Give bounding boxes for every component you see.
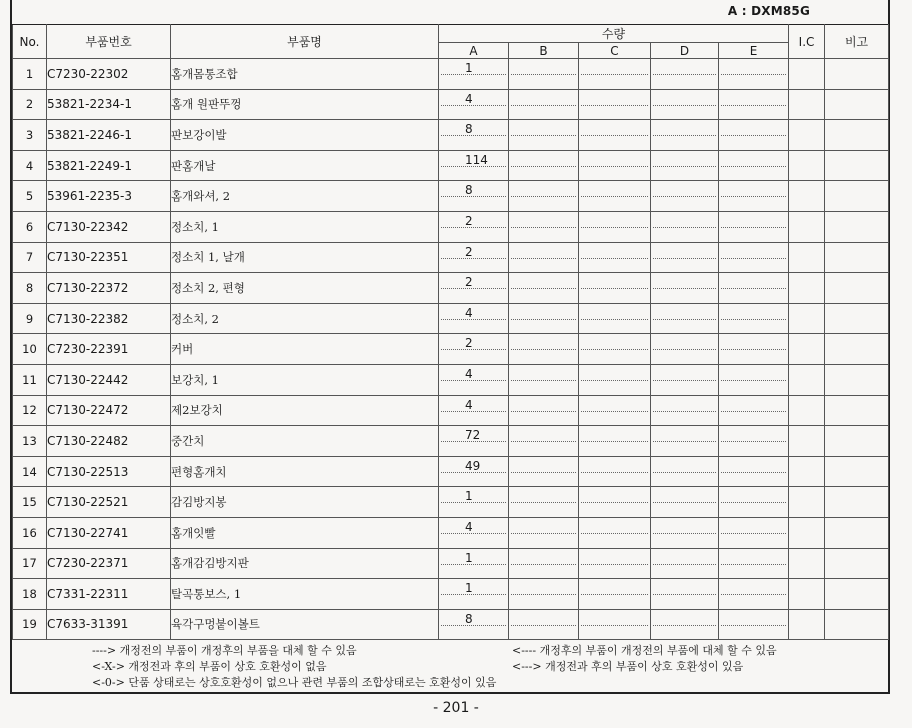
- header-quantity: 수량: [439, 25, 789, 43]
- row-qty-b: [509, 59, 579, 90]
- row-qty-d: [651, 579, 719, 610]
- row-qty-b: [509, 426, 579, 457]
- row-part-name: 편형홈개치: [171, 456, 439, 487]
- row-qty-a-value: 4: [465, 366, 473, 381]
- row-qty-d: [651, 242, 719, 273]
- table-row: [13, 211, 889, 242]
- row-qty-b: [509, 517, 579, 548]
- row-qty-c: [579, 579, 651, 610]
- row-qty-a-value: 72: [465, 428, 481, 443]
- row-qty-b: [509, 548, 579, 579]
- row-qty-b: [509, 609, 579, 640]
- table-row: [13, 89, 889, 120]
- row-qty-e: [719, 303, 789, 334]
- row-ic: [789, 120, 825, 151]
- row-qty-b: [509, 211, 579, 242]
- row-qty-a-value: 4: [465, 519, 473, 534]
- row-no: 7: [13, 242, 47, 273]
- row-ic: [789, 487, 825, 518]
- header-col-b: B: [509, 43, 579, 59]
- row-qty-e: [719, 579, 789, 610]
- row-ic: [789, 395, 825, 426]
- table-row: [13, 334, 889, 365]
- row-part-name: 홈개와셔, 2: [171, 181, 439, 212]
- row-part-name: 정소치, 2: [171, 303, 439, 334]
- row-qty-b: [509, 242, 579, 273]
- row-qty-a-value: 4: [465, 397, 473, 412]
- row-qty-d: [651, 150, 719, 181]
- row-part-number: C7230-22391: [47, 334, 171, 365]
- model-label: A : DXM85G: [727, 4, 810, 18]
- row-qty-c: [579, 273, 651, 304]
- row-ic: [789, 242, 825, 273]
- row-no: 11: [13, 364, 47, 395]
- parts-rows: [13, 59, 889, 640]
- row-part-number: C7130-22472: [47, 395, 171, 426]
- row-qty-a-value: 114: [465, 152, 488, 167]
- row-part-name: 감김방지봉: [171, 487, 439, 518]
- row-remarks: [825, 334, 889, 365]
- legend-line-1-left: ----> 개정전의 부품이 개정후의 부품을 대체 할 수 있음: [92, 644, 357, 657]
- row-remarks: [825, 548, 889, 579]
- row-part-name: 제2보강치: [171, 395, 439, 426]
- row-part-name: 홈개몸통조합: [171, 59, 439, 90]
- row-qty-a-value: 1: [465, 489, 473, 504]
- row-qty-e: [719, 211, 789, 242]
- row-qty-c: [579, 181, 651, 212]
- row-qty-a-value: 49: [465, 458, 481, 473]
- row-qty-a-value: 4: [465, 305, 473, 320]
- page-number: - 201 -: [433, 700, 479, 716]
- row-ic: [789, 211, 825, 242]
- row-part-name: 홈개 원판뚜껑: [171, 89, 439, 120]
- row-qty-a-value: 2: [465, 336, 473, 351]
- row-qty-e: [719, 395, 789, 426]
- row-no: 19: [13, 609, 47, 640]
- row-part-number: C7130-22442: [47, 364, 171, 395]
- row-qty-d: [651, 59, 719, 90]
- legend-line-3: <-0-> 단품 상태로는 상호호환성이 없으나 관련 부품의 조합상태로는 호환성이 있음: [92, 676, 497, 689]
- row-no: 5: [13, 181, 47, 212]
- table-row: [13, 303, 889, 334]
- row-qty-c: [579, 395, 651, 426]
- row-qty-d: [651, 273, 719, 304]
- row-part-number: C7130-22741: [47, 517, 171, 548]
- row-remarks: [825, 89, 889, 120]
- row-no: 3: [13, 120, 47, 151]
- row-qty-e: [719, 89, 789, 120]
- row-qty-c: [579, 456, 651, 487]
- parts-table: [12, 24, 889, 640]
- row-qty-b: [509, 456, 579, 487]
- row-part-number: 53821-2249-1: [47, 150, 171, 181]
- row-ic: [789, 456, 825, 487]
- row-part-number: C7130-22351: [47, 242, 171, 273]
- row-part-number: C7130-22521: [47, 487, 171, 518]
- row-ic: [789, 59, 825, 90]
- table-row: [13, 487, 889, 518]
- row-qty-d: [651, 609, 719, 640]
- row-ic: [789, 609, 825, 640]
- row-ic: [789, 548, 825, 579]
- row-no: 18: [13, 579, 47, 610]
- row-qty-d: [651, 517, 719, 548]
- row-no: 17: [13, 548, 47, 579]
- row-qty-e: [719, 150, 789, 181]
- header-col-c: C: [579, 43, 651, 59]
- row-qty-a-value: 8: [465, 611, 473, 626]
- row-qty-a-value: 2: [465, 244, 473, 259]
- row-part-number: C7130-22382: [47, 303, 171, 334]
- row-qty-b: [509, 120, 579, 151]
- row-ic: [789, 517, 825, 548]
- row-qty-e: [719, 609, 789, 640]
- row-no: 2: [13, 89, 47, 120]
- table-row: [13, 273, 889, 304]
- table-row: [13, 364, 889, 395]
- row-qty-a: [439, 456, 509, 487]
- row-remarks: [825, 364, 889, 395]
- row-remarks: [825, 487, 889, 518]
- legend: [12, 640, 888, 692]
- legend-line-2-right: <---> 개정전과 후의 부품이 상호 호환성이 있음: [512, 660, 744, 673]
- row-qty-b: [509, 303, 579, 334]
- row-part-name: 탈곡통보스, 1: [171, 579, 439, 610]
- row-qty-b: [509, 579, 579, 610]
- row-ic: [789, 579, 825, 610]
- row-part-number: C7230-22371: [47, 548, 171, 579]
- row-qty-a: [439, 579, 509, 610]
- row-no: 16: [13, 517, 47, 548]
- row-qty-a: [439, 242, 509, 273]
- row-qty-c: [579, 211, 651, 242]
- row-qty-d: [651, 548, 719, 579]
- row-qty-a: [439, 181, 509, 212]
- header-part-name: 부품명: [171, 25, 439, 59]
- row-qty-a: [439, 211, 509, 242]
- row-qty-d: [651, 181, 719, 212]
- row-qty-a-value: 8: [465, 122, 473, 137]
- row-qty-e: [719, 364, 789, 395]
- row-qty-c: [579, 364, 651, 395]
- row-qty-c: [579, 487, 651, 518]
- row-qty-a: [439, 364, 509, 395]
- row-qty-a-value: 1: [465, 550, 473, 565]
- row-no: 15: [13, 487, 47, 518]
- row-qty-c: [579, 303, 651, 334]
- header-ic: I.C: [789, 25, 825, 59]
- row-remarks: [825, 59, 889, 90]
- row-qty-c: [579, 334, 651, 365]
- legend-line-1-right: <---- 개정후의 부품이 개정전의 부품에 대체 할 수 있음: [512, 644, 777, 657]
- row-remarks: [825, 120, 889, 151]
- table-row: [13, 517, 889, 548]
- row-qty-a: [439, 334, 509, 365]
- header-remarks: 비고: [825, 25, 889, 59]
- row-part-name: 정소치 1, 날개: [171, 242, 439, 273]
- row-part-name: 커버: [171, 334, 439, 365]
- row-qty-c: [579, 548, 651, 579]
- row-qty-d: [651, 303, 719, 334]
- row-qty-a: [439, 59, 509, 90]
- row-remarks: [825, 609, 889, 640]
- row-part-name: 홈개감김방지판: [171, 548, 439, 579]
- header-part-number: 부품번호: [47, 25, 171, 59]
- row-remarks: [825, 181, 889, 212]
- row-qty-d: [651, 395, 719, 426]
- row-part-name: 정소치, 1: [171, 211, 439, 242]
- row-qty-b: [509, 334, 579, 365]
- row-no: 1: [13, 59, 47, 90]
- header-col-e: E: [719, 43, 789, 59]
- table-row: [13, 579, 889, 610]
- row-ic: [789, 150, 825, 181]
- table-row: [13, 242, 889, 273]
- legend-line-2-left: <-X-> 개정전과 후의 부품이 상호 호환성이 없음: [92, 660, 327, 673]
- row-no: 6: [13, 211, 47, 242]
- row-qty-a-value: 2: [465, 213, 473, 228]
- row-no: 8: [13, 273, 47, 304]
- row-qty-e: [719, 334, 789, 365]
- row-qty-e: [719, 517, 789, 548]
- row-qty-c: [579, 242, 651, 273]
- row-qty-c: [579, 517, 651, 548]
- row-qty-e: [719, 59, 789, 90]
- row-part-number: C7130-22342: [47, 211, 171, 242]
- row-part-name: 홈개잇빨: [171, 517, 439, 548]
- row-part-number: 53961-2235-3: [47, 181, 171, 212]
- row-part-number: 53821-2234-1: [47, 89, 171, 120]
- row-ic: [789, 181, 825, 212]
- row-qty-a: [439, 426, 509, 457]
- header-col-d: D: [651, 43, 719, 59]
- row-qty-d: [651, 334, 719, 365]
- row-qty-a: [439, 517, 509, 548]
- row-remarks: [825, 211, 889, 242]
- row-qty-e: [719, 242, 789, 273]
- row-part-number: C7633-31391: [47, 609, 171, 640]
- row-qty-d: [651, 211, 719, 242]
- row-part-number: C7331-22311: [47, 579, 171, 610]
- table-row: [13, 456, 889, 487]
- row-part-name: 중간치: [171, 426, 439, 457]
- row-qty-a: [439, 120, 509, 151]
- row-qty-d: [651, 456, 719, 487]
- row-qty-e: [719, 181, 789, 212]
- row-qty-e: [719, 456, 789, 487]
- row-ic: [789, 334, 825, 365]
- row-qty-c: [579, 59, 651, 90]
- table-row: [13, 426, 889, 457]
- row-qty-d: [651, 89, 719, 120]
- row-qty-a-value: 2: [465, 275, 473, 290]
- row-remarks: [825, 242, 889, 273]
- table-row: [13, 59, 889, 90]
- row-no: 13: [13, 426, 47, 457]
- table-row: [13, 120, 889, 151]
- row-qty-b: [509, 364, 579, 395]
- row-part-number: C7130-22513: [47, 456, 171, 487]
- row-ic: [789, 426, 825, 457]
- row-qty-b: [509, 150, 579, 181]
- row-no: 10: [13, 334, 47, 365]
- row-qty-c: [579, 89, 651, 120]
- table-row: [13, 548, 889, 579]
- row-qty-d: [651, 364, 719, 395]
- row-remarks: [825, 395, 889, 426]
- row-qty-a: [439, 487, 509, 518]
- row-qty-d: [651, 487, 719, 518]
- table-row: [13, 150, 889, 181]
- row-qty-a: [439, 303, 509, 334]
- row-remarks: [825, 303, 889, 334]
- row-ic: [789, 364, 825, 395]
- row-qty-a-value: 1: [465, 581, 473, 596]
- row-qty-a-value: 4: [465, 91, 473, 106]
- row-remarks: [825, 517, 889, 548]
- row-ic: [789, 273, 825, 304]
- row-part-number: C7130-22482: [47, 426, 171, 457]
- table-row: [13, 609, 889, 640]
- row-qty-b: [509, 273, 579, 304]
- row-qty-e: [719, 548, 789, 579]
- row-no: 12: [13, 395, 47, 426]
- row-qty-c: [579, 609, 651, 640]
- row-qty-b: [509, 487, 579, 518]
- row-ic: [789, 89, 825, 120]
- row-part-name: 판보강이발: [171, 120, 439, 151]
- row-qty-b: [509, 89, 579, 120]
- row-part-name: 정소치 2, 편형: [171, 273, 439, 304]
- row-part-name: 보강치, 1: [171, 364, 439, 395]
- row-part-number: 53821-2246-1: [47, 120, 171, 151]
- row-qty-e: [719, 487, 789, 518]
- row-ic: [789, 303, 825, 334]
- row-qty-a: [439, 395, 509, 426]
- row-qty-e: [719, 426, 789, 457]
- row-qty-e: [719, 273, 789, 304]
- header-col-a: A: [439, 43, 509, 59]
- row-part-number: C7130-22372: [47, 273, 171, 304]
- row-part-number: C7230-22302: [47, 59, 171, 90]
- row-qty-a: [439, 150, 509, 181]
- row-qty-a: [439, 548, 509, 579]
- row-no: 9: [13, 303, 47, 334]
- table-row: [13, 395, 889, 426]
- row-part-name: 판홈개날: [171, 150, 439, 181]
- row-qty-a-value: 1: [465, 61, 473, 75]
- row-qty-e: [719, 120, 789, 151]
- row-qty-a: [439, 609, 509, 640]
- row-qty-b: [509, 181, 579, 212]
- row-no: 4: [13, 150, 47, 181]
- row-qty-d: [651, 426, 719, 457]
- row-remarks: [825, 426, 889, 457]
- row-remarks: [825, 273, 889, 304]
- row-qty-b: [509, 395, 579, 426]
- row-remarks: [825, 579, 889, 610]
- page-frame: [10, 0, 890, 694]
- row-qty-c: [579, 120, 651, 151]
- row-part-name: 육각구멍붙이볼트: [171, 609, 439, 640]
- row-qty-a: [439, 89, 509, 120]
- row-qty-d: [651, 120, 719, 151]
- header-no: No.: [13, 25, 47, 59]
- row-qty-c: [579, 150, 651, 181]
- row-no: 14: [13, 456, 47, 487]
- table-row: [13, 181, 889, 212]
- row-remarks: [825, 150, 889, 181]
- row-remarks: [825, 456, 889, 487]
- row-qty-a-value: 8: [465, 183, 473, 198]
- row-qty-c: [579, 426, 651, 457]
- row-qty-a: [439, 273, 509, 304]
